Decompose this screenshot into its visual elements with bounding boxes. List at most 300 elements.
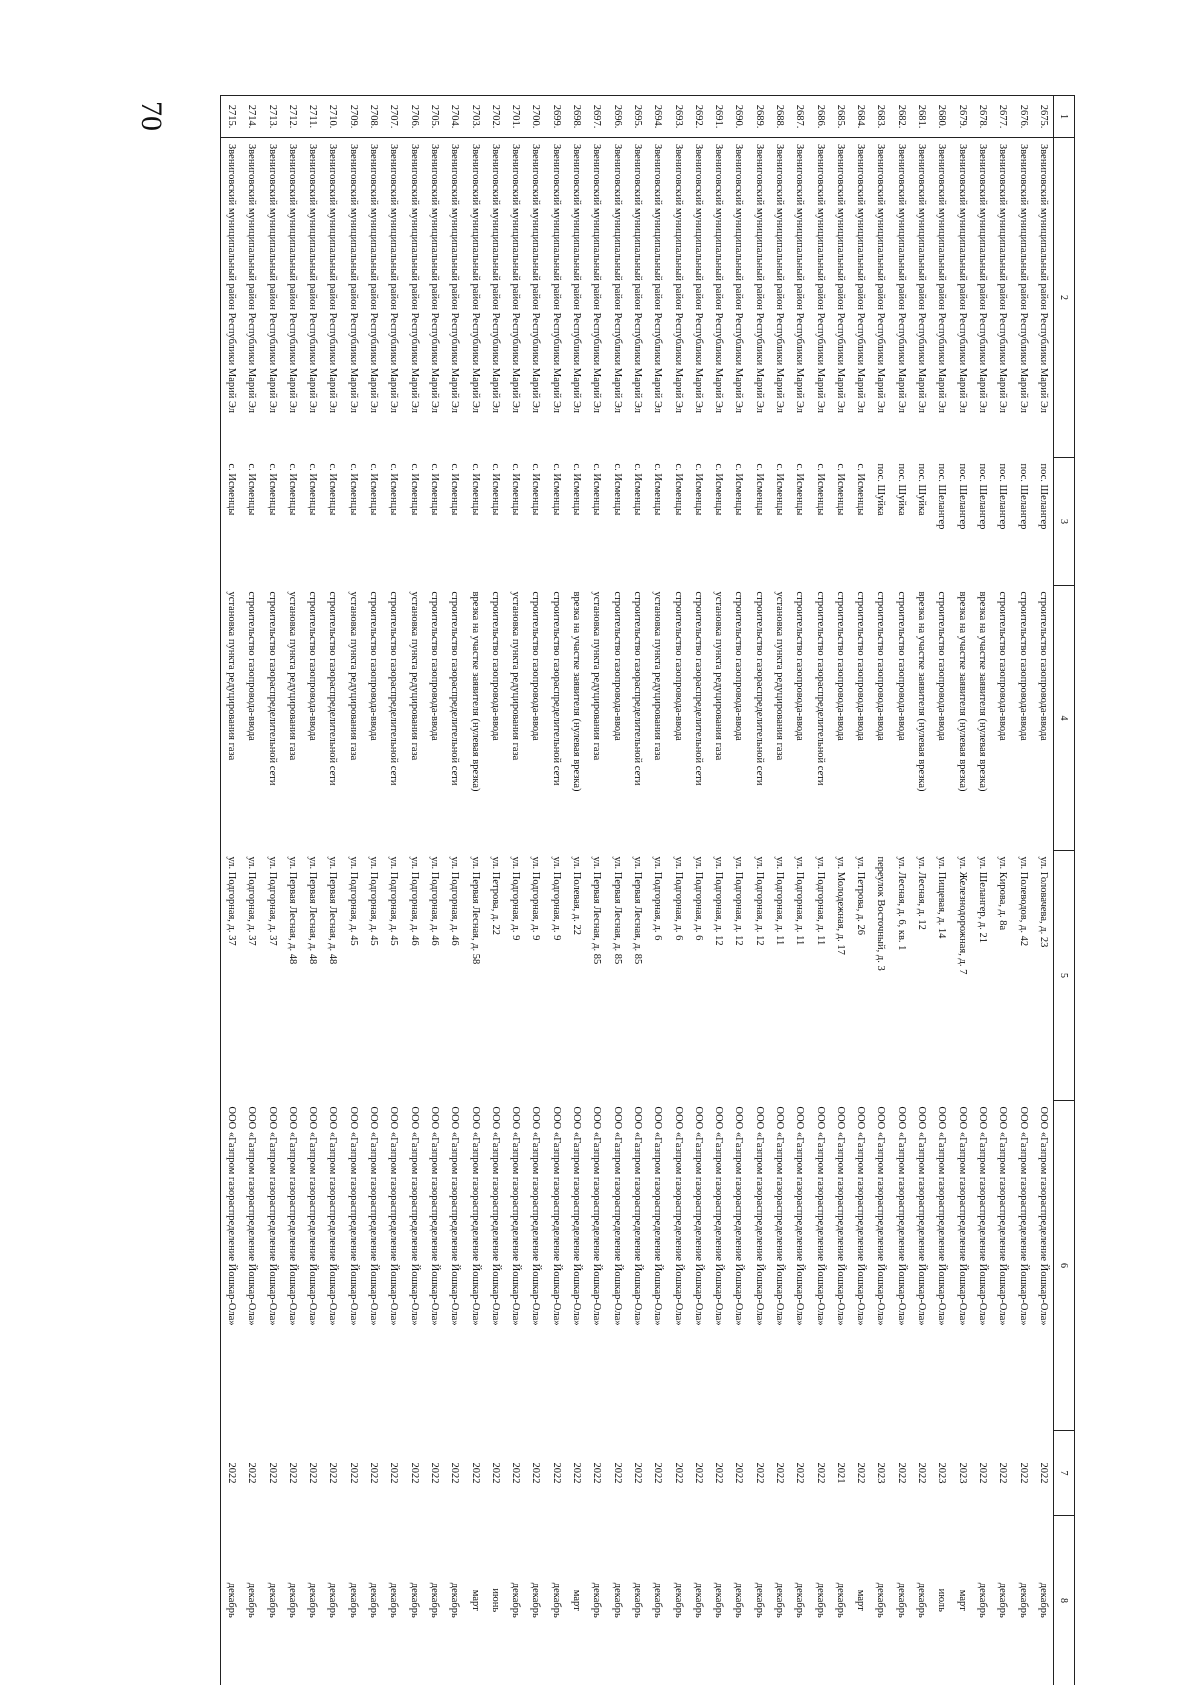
cell-organization: ООО «Газпром газораспределение Йошкар-Ола» <box>469 1106 481 1326</box>
cell-address: ул. Первая Лесная, д. 48 <box>286 856 298 965</box>
cell-work-type: строительство газопровода-ввода <box>611 591 623 741</box>
table-row <box>850 96 870 1686</box>
cell-row-number: 2707. <box>383 96 403 138</box>
cell-settlement: с. Исменцы <box>733 463 745 516</box>
cell-settlement: пос. Шелангер <box>1037 463 1049 530</box>
cell-year: 2022 <box>895 1462 907 1484</box>
cell-work-type: строительство газопровода-ввода <box>733 591 745 741</box>
cell-year: 2022 <box>631 1462 643 1484</box>
cell-organization: ООО «Газпром газораспределение Йошкар-Ола» <box>652 1106 664 1326</box>
cell-row-number: 2677. <box>992 96 1012 138</box>
cell-settlement: с. Исменцы <box>266 463 278 516</box>
table-row <box>546 96 566 1686</box>
cell-year: 2023 <box>956 1462 968 1484</box>
cell-year: 2022 <box>855 1462 867 1484</box>
cell-month: декабрь <box>241 1516 261 1686</box>
cell-district: Звениговский муниципальный район Республики Марий Эл <box>347 144 359 414</box>
table-body <box>220 96 1053 1686</box>
table-row <box>769 96 789 1686</box>
cell-row-number: 2680. <box>931 96 951 138</box>
cell-work-type: строительство газопровода-ввода <box>855 591 867 741</box>
cell-district: Звениговский муниципальный район Республики Марий Эл <box>571 144 583 414</box>
cell-address: ул. Подгорная, д. 9 <box>550 856 562 941</box>
cell-district: Звениговский муниципальный район Республики Марий Эл <box>246 144 258 414</box>
cell-organization: ООО «Газпром газораспределение Йошкар-Ола» <box>368 1106 380 1326</box>
cell-work-type: строительство газопровода-ввода <box>428 591 440 741</box>
cell-organization: ООО «Газпром газораспределение Йошкар-Ола» <box>774 1106 785 1326</box>
cell-year: 2022 <box>814 1462 826 1484</box>
cell-district: Звениговский муниципальный район Республики Марий Эл <box>388 144 400 414</box>
cell-settlement: с. Исменцы <box>571 463 583 516</box>
cell-work-type: строительство газопровода-ввода <box>875 591 887 741</box>
table-row <box>647 96 667 1686</box>
cell-district: Звениговский муниципальный район Республики Марий Эл <box>875 144 887 414</box>
table-row <box>931 96 951 1686</box>
cell-row-number: 2712. <box>282 96 302 138</box>
cell-month: декабрь <box>444 1516 464 1686</box>
cell-month: декабрь <box>525 1516 545 1686</box>
cell-year: 2022 <box>1037 1462 1049 1484</box>
cell-district: Звениговский муниципальный район Республики Марий Эл <box>408 144 420 414</box>
cell-settlement: с. Исменцы <box>469 463 481 516</box>
cell-address: ул. Подгорная, д. 11 <box>794 856 806 946</box>
cell-address: ул. Лесная, д. 12 <box>916 856 928 930</box>
cell-row-number: 2687. <box>789 96 809 138</box>
cell-year: 2023 <box>936 1462 948 1484</box>
cell-settlement: с. Исменцы <box>652 463 664 516</box>
cell-organization: ООО «Газпром газораспределение Йошкар-Ола» <box>956 1106 968 1326</box>
cell-row-number: 2691. <box>708 96 728 138</box>
cell-year: 2022 <box>530 1462 542 1484</box>
cell-settlement: с. Исменцы <box>692 463 704 516</box>
cell-organization: ООО «Газпром газораспределение Йошкар-Ола» <box>307 1106 319 1326</box>
cell-row-number: 2706. <box>404 96 424 138</box>
table-row <box>688 96 708 1686</box>
cell-address: ул. Подгорная, д. 6 <box>672 856 684 941</box>
cell-row-number: 2699. <box>546 96 566 138</box>
cell-row-number: 2693. <box>667 96 687 138</box>
table-row <box>1033 96 1054 1686</box>
cell-organization: ООО «Газпром газораспределение Йошкар-Ола» <box>936 1106 948 1326</box>
cell-district: Звениговский муниципальный район Республики Марий Эл <box>1037 144 1049 414</box>
cell-row-number: 2684. <box>850 96 870 138</box>
cell-work-type: строительство газораспределительной сети <box>753 591 765 786</box>
table-row <box>891 96 911 1686</box>
cell-organization: ООО «Газпром газораспределение Йошкар-Ола» <box>855 1106 867 1326</box>
table-header <box>1054 96 1075 1686</box>
cell-settlement: пос. Шуйка <box>916 463 928 516</box>
cell-address: ул. Подгорная, д. 6 <box>692 856 704 941</box>
cell-settlement: с. Исменцы <box>327 463 339 516</box>
cell-organization: ООО «Газпром газораспределение Йошкар-Ола» <box>916 1106 928 1326</box>
cell-row-number: 2700. <box>525 96 545 138</box>
cell-organization: ООО «Газпром газораспределение Йошкар-Ола» <box>733 1106 745 1326</box>
cell-organization: ООО «Газпром газораспределение Йошкар-Ола» <box>834 1106 846 1326</box>
cell-month: декабрь <box>586 1516 606 1686</box>
cell-address: ул. Подгорная, д. 12 <box>753 856 765 946</box>
table-row <box>667 96 687 1686</box>
cell-work-type: установка пункта редуцирования газа <box>652 591 664 761</box>
cell-year: 2022 <box>368 1462 380 1484</box>
cell-work-type: строительство газопровода-ввода <box>672 591 684 741</box>
cell-work-type: строительство газопровода-ввода <box>834 591 846 741</box>
gasification-table-area <box>195 95 1075 1685</box>
cell-row-number: 2688. <box>769 96 789 138</box>
cell-district: Звениговский муниципальный район Республики Марий Эл <box>489 144 501 414</box>
cell-settlement: пос. Шелангер <box>936 463 948 530</box>
cell-address: ул. Первая Лесная, д. 58 <box>469 856 481 965</box>
cell-address: ул. Петрова, д. 22 <box>489 856 501 936</box>
cell-row-number: 2694. <box>647 96 667 138</box>
cell-district: Звениговский муниципальный район Республики Марий Эл <box>936 144 948 414</box>
cell-month: декабрь <box>728 1516 748 1686</box>
table-row <box>343 96 363 1686</box>
cell-settlement: с. Исменцы <box>794 463 806 516</box>
cell-year: 2022 <box>220 1431 241 1516</box>
cell-organization: ООО «Газпром газораспределение Йошкар-Ола» <box>794 1106 806 1326</box>
table-row <box>282 96 302 1686</box>
cell-address: ул. Подгорная, д. 37 <box>246 856 258 946</box>
cell-settlement: с. Исменцы <box>591 463 603 516</box>
cell-district: Звениговский муниципальный район Республики Марий Эл <box>510 144 522 414</box>
table-row <box>586 96 606 1686</box>
cell-row-number: 2689. <box>749 96 769 138</box>
cell-work-type: строительство газопровода-ввода <box>1017 591 1029 741</box>
cell-district: Звениговский муниципальный район Республики Марий Эл <box>327 144 339 414</box>
table-row <box>972 96 992 1686</box>
cell-address: ул. Железнодорожная, д. 7 <box>956 856 968 975</box>
cell-work-type: установка пункта редуцирования газа <box>510 591 522 761</box>
cell-row-number: 2683. <box>870 96 890 138</box>
cell-month: март <box>850 1516 870 1686</box>
cell-month: декабрь <box>302 1516 322 1686</box>
cell-settlement: пос. Шелангер <box>976 463 988 530</box>
cell-settlement: с. Исменцы <box>220 458 241 586</box>
cell-district: Звениговский муниципальный район Республики Марий Эл <box>266 144 278 414</box>
table-row <box>444 96 464 1686</box>
cell-row-number: 2715. <box>220 96 241 138</box>
table-row <box>809 96 829 1686</box>
table-row <box>464 96 484 1686</box>
table-row <box>952 96 972 1686</box>
cell-month: декабрь <box>667 1516 687 1686</box>
cell-organization: ООО «Газпром газораспределение Йошкар-Ола» <box>510 1106 522 1326</box>
cell-address: ул. Подгорная, д. 45 <box>368 856 380 946</box>
cell-district: Звениговский муниципальный район Республики Марий Эл <box>753 144 765 414</box>
cell-year: 2022 <box>916 1462 928 1484</box>
cell-row-number: 2681. <box>911 96 931 138</box>
cell-year: 2022 <box>976 1462 988 1484</box>
cell-settlement: с. Исменцы <box>530 463 542 516</box>
cell-settlement: пос. Шелангер <box>956 463 968 530</box>
cell-organization: ООО «Газпром газораспределение Йошкар-Ола» <box>611 1106 623 1326</box>
cell-work-type: врезка на участке заявителя (нулевая врезка) <box>956 591 968 792</box>
cell-month: декабрь <box>383 1516 403 1686</box>
cell-year: 2022 <box>571 1462 583 1484</box>
cell-work-type: строительство газопровода-ввода <box>368 591 380 741</box>
cell-address: ул. Подгорная, д. 11 <box>814 856 826 946</box>
cell-month: декабрь <box>627 1516 647 1686</box>
cell-row-number: 2690. <box>728 96 748 138</box>
table-row <box>383 96 403 1686</box>
cell-settlement: с. Исменцы <box>408 463 420 516</box>
cell-district: Звениговский муниципальный район Республики Марий Эл <box>855 144 867 414</box>
cell-district: Звениговский муниципальный район Республики Марий Эл <box>286 144 298 414</box>
cell-settlement: с. Исменцы <box>855 463 867 516</box>
cell-address: ул. Молодежная, д. 17 <box>834 856 846 955</box>
cell-month: март <box>566 1516 586 1686</box>
header-col-6: 6 <box>1054 1101 1075 1431</box>
cell-year: 2022 <box>611 1462 623 1484</box>
cell-address: ул. Подгорная, д. 9 <box>510 856 522 941</box>
cell-work-type: строительство газораспределительной сети <box>631 591 643 786</box>
cell-organization: ООО «Газпром газораспределение Йошкар-Ола» <box>997 1106 1009 1326</box>
cell-year: 2022 <box>266 1462 278 1484</box>
cell-organization: ООО «Газпром газораспределение Йошкар-Ола» <box>571 1106 583 1326</box>
cell-row-number: 2675. <box>1033 96 1054 138</box>
cell-district: Звениговский муниципальный район Республики Марий Эл <box>611 144 623 414</box>
cell-district: Звениговский муниципальный район Республики Марий Эл <box>672 144 684 414</box>
table-row <box>830 96 850 1686</box>
cell-settlement: пос. Шелангер <box>997 463 1009 530</box>
cell-settlement: с. Исменцы <box>672 463 684 516</box>
cell-settlement: с. Исменцы <box>286 463 298 516</box>
gasification-table <box>220 95 1075 1685</box>
table-row <box>424 96 444 1686</box>
cell-district: Звениговский муниципальный район Республики Марий Эл <box>550 144 562 414</box>
header-col-3: 3 <box>1054 458 1075 586</box>
cell-district: Звениговский муниципальный район Республики Марий Эл <box>997 144 1009 414</box>
header-col-4: 4 <box>1054 586 1075 851</box>
cell-district: Звениговский муниципальный район Республики Марий Эл <box>814 144 826 414</box>
cell-year: 2021 <box>834 1462 846 1484</box>
header-col-2: 2 <box>1054 138 1075 458</box>
cell-settlement: с. Исменцы <box>834 463 846 516</box>
cell-district: Звениговский муниципальный район Республики Марий Эл <box>469 144 481 414</box>
table-row <box>627 96 647 1686</box>
cell-month: декабрь <box>505 1516 525 1686</box>
cell-row-number: 2679. <box>952 96 972 138</box>
table-row <box>322 96 342 1686</box>
cell-row-number: 2702. <box>485 96 505 138</box>
cell-year: 2022 <box>388 1462 400 1484</box>
header-col-1: 1 <box>1054 96 1075 138</box>
cell-settlement: с. Исменцы <box>550 463 562 516</box>
cell-settlement: с. Исменцы <box>428 463 440 516</box>
cell-month: март <box>952 1516 972 1686</box>
cell-month: июль <box>931 1516 951 1686</box>
cell-month: декабрь <box>424 1516 444 1686</box>
table-row <box>302 96 322 1686</box>
cell-row-number: 2713. <box>261 96 281 138</box>
cell-work-type: строительство газопровода-ввода <box>895 591 907 741</box>
cell-year: 2022 <box>286 1462 298 1484</box>
cell-address: ул. Первая Лесная, д. 48 <box>327 856 339 965</box>
cell-month: декабрь <box>606 1516 626 1686</box>
cell-work-type: строительство газопровода-ввода <box>997 591 1009 741</box>
cell-address: ул. Полевая, д. 22 <box>571 856 583 936</box>
cell-organization: ООО «Газпром газораспределение Йошкар-Ола» <box>220 1101 241 1431</box>
cell-settlement: с. Исменцы <box>449 463 461 516</box>
cell-work-type: установка пункта редуцирования газа <box>408 591 420 761</box>
cell-month: декабрь <box>769 1516 789 1686</box>
cell-district: Звениговский муниципальный район Республики Марий Эл <box>976 144 988 414</box>
cell-organization: ООО «Газпром газораспределение Йошкар-Ола» <box>347 1106 359 1326</box>
cell-work-type: врезка на участке заявителя (нулевая врезка) <box>916 591 928 792</box>
cell-year: 2022 <box>510 1462 522 1484</box>
cell-district: Звениговский муниципальный район Республики Марий Эл <box>895 144 907 414</box>
cell-row-number: 2711. <box>302 96 322 138</box>
cell-month: декабрь <box>789 1516 809 1686</box>
cell-month: декабрь <box>972 1516 992 1686</box>
cell-organization: ООО «Газпром газораспределение Йошкар-Ола» <box>388 1106 400 1326</box>
cell-district: Звениговский муниципальный район Республики Марий Эл <box>794 144 806 414</box>
cell-year: 2022 <box>753 1462 765 1484</box>
table-row <box>789 96 809 1686</box>
cell-work-type: установка пункта редуцирования газа <box>286 591 298 761</box>
cell-year: 2022 <box>469 1462 481 1484</box>
cell-month: декабрь <box>708 1516 728 1686</box>
cell-work-type: установка пункта редуцирования газа <box>591 591 603 761</box>
table-row <box>606 96 626 1686</box>
table-row <box>261 96 281 1686</box>
cell-month: декабрь <box>404 1516 424 1686</box>
cell-district: Звениговский муниципальный район Республики Марий Эл <box>652 144 664 414</box>
cell-work-type: установка пункта редуцирования газа <box>347 591 359 761</box>
cell-work-type: строительство газораспределительной сети <box>814 591 826 786</box>
header-col-7: 7 <box>1054 1431 1075 1516</box>
cell-address: ул. Петрова, д. 26 <box>855 856 867 936</box>
cell-year: 2023 <box>875 1462 887 1484</box>
cell-organization: ООО «Газпром газораспределение Йошкар-Ола» <box>327 1106 339 1326</box>
table-row <box>220 96 241 1686</box>
cell-district: Звениговский муниципальный район Республики Марий Эл <box>733 144 745 414</box>
cell-address: ул. Подгорная, д. 9 <box>530 856 542 941</box>
cell-organization: ООО «Газпром газораспределение Йошкар-Ола» <box>1037 1106 1049 1326</box>
cell-month: декабрь <box>992 1516 1012 1686</box>
cell-organization: ООО «Газпром газораспределение Йошкар-Ола» <box>814 1106 826 1326</box>
cell-address: ул. Шелангер, д. 21 <box>976 856 988 943</box>
cell-organization: ООО «Газпром газораспределение Йошкар-Ола» <box>266 1106 278 1326</box>
cell-row-number: 2708. <box>363 96 383 138</box>
cell-work-type: строительство газопровода-ввода <box>1037 591 1049 741</box>
cell-work-type: строительство газораспределительной сети <box>327 591 339 786</box>
cell-address: ул. Подгорная, д. 11 <box>774 856 785 946</box>
table-row <box>505 96 525 1686</box>
cell-organization: ООО «Газпром газораспределение Йошкар-Ола» <box>550 1106 562 1326</box>
table-row <box>870 96 890 1686</box>
cell-settlement: с. Исменцы <box>774 463 785 516</box>
cell-work-type: врезка на участке заявителя (нулевая врезка) <box>571 591 583 792</box>
cell-settlement: с. Исменцы <box>814 463 826 516</box>
table-row <box>404 96 424 1686</box>
cell-month: декабрь <box>911 1516 931 1686</box>
cell-work-type: строительство газораспределительной сети <box>692 591 704 786</box>
cell-address: ул. Подгорная, д. 37 <box>220 851 241 1101</box>
cell-row-number: 2696. <box>606 96 626 138</box>
cell-district: Звениговский муниципальный район Республики Марий Эл <box>774 144 785 414</box>
cell-address: ул. Лесная, д. 6, кв. 1 <box>895 856 907 951</box>
cell-row-number: 2686. <box>809 96 829 138</box>
cell-organization: ООО «Газпром газораспределение Йошкар-Ола» <box>489 1106 501 1326</box>
cell-month: декабрь <box>261 1516 281 1686</box>
table-row <box>992 96 1012 1686</box>
cell-year: 2022 <box>550 1462 562 1484</box>
cell-month: июнь <box>485 1516 505 1686</box>
cell-month: декабрь <box>688 1516 708 1686</box>
cell-month: март <box>464 1516 484 1686</box>
cell-settlement: с. Исменцы <box>753 463 765 516</box>
cell-organization: ООО «Газпром газораспределение Йошкар-Ола» <box>408 1106 420 1326</box>
cell-settlement: с. Исменцы <box>347 463 359 516</box>
cell-district: Звениговский муниципальный район Республики Марий Эл <box>368 144 380 414</box>
table-row <box>525 96 545 1686</box>
cell-organization: ООО «Газпром газораспределение Йошкар-Ола» <box>692 1106 704 1326</box>
cell-organization: ООО «Газпром газораспределение Йошкар-Ола» <box>672 1106 684 1326</box>
cell-settlement: с. Исменцы <box>713 463 725 516</box>
cell-address: ул. Подгорная, д. 45 <box>388 856 400 946</box>
cell-address: ул. Подгорная, д. 12 <box>713 856 725 946</box>
cell-work-type: строительство газопровода-ввода <box>936 591 948 741</box>
cell-month: декабрь <box>1033 1516 1054 1686</box>
cell-organization: ООО «Газпром газораспределение Йошкар-Ола» <box>713 1106 725 1326</box>
cell-organization: ООО «Газпром газораспределение Йошкар-Ола» <box>449 1106 461 1326</box>
cell-district: Звениговский муниципальный район Республики Марий Эл <box>307 144 319 414</box>
cell-row-number: 2710. <box>322 96 342 138</box>
cell-month: декабрь <box>363 1516 383 1686</box>
cell-row-number: 2697. <box>586 96 606 138</box>
cell-address: ул. Подгорная, д. 46 <box>408 856 420 946</box>
cell-district: Звениговский муниципальный район Республики Марий Эл <box>834 144 846 414</box>
cell-settlement: с. Исменцы <box>489 463 501 516</box>
cell-address: ул. Головачева, д. 23 <box>1037 856 1049 948</box>
page-number: 70 <box>135 101 168 131</box>
cell-month: декабрь <box>647 1516 667 1686</box>
cell-work-type: строительство газопровода-ввода <box>489 591 501 741</box>
cell-address: ул. Подгорная, д. 45 <box>347 856 359 946</box>
header-col-8: 8 <box>1054 1516 1075 1686</box>
cell-address: ул. Первая Лесная, д. 85 <box>611 856 623 965</box>
cell-district: Звениговский муниципальный район Республики Марий Эл <box>631 144 643 414</box>
cell-year: 2022 <box>713 1462 725 1484</box>
cell-district: Звениговский муниципальный район Республики Марий Эл <box>916 144 928 414</box>
cell-organization: ООО «Газпром газораспределение Йошкар-Ола» <box>631 1106 643 1326</box>
cell-work-type: врезка на участке заявителя (нулевая врезка) <box>976 591 988 792</box>
cell-address: ул. Первая Лесная, д. 85 <box>631 856 643 965</box>
cell-address: ул. Первая Лесная, д. 85 <box>591 856 603 965</box>
cell-month: декабрь <box>809 1516 829 1686</box>
cell-organization: ООО «Газпром газораспределение Йошкар-Ола» <box>428 1106 440 1326</box>
cell-settlement: с. Исменцы <box>368 463 380 516</box>
cell-year: 2022 <box>408 1462 420 1484</box>
cell-month: декабрь <box>282 1516 302 1686</box>
cell-work-type: строительство газораспределительной сети <box>550 591 562 786</box>
cell-organization: ООО «Газпром газораспределение Йошкар-Ола» <box>1017 1106 1029 1326</box>
cell-address: ул. Подгорная, д. 12 <box>733 856 745 946</box>
cell-settlement: с. Исменцы <box>307 463 319 516</box>
cell-organization: ООО «Газпром газораспределение Йошкар-Ола» <box>875 1106 887 1326</box>
cell-year: 2022 <box>246 1462 258 1484</box>
cell-year: 2022 <box>1017 1462 1029 1484</box>
cell-year: 2022 <box>327 1462 339 1484</box>
cell-work-type: строительство газораспределительной сети <box>449 591 461 786</box>
cell-row-number: 2705. <box>424 96 444 138</box>
cell-month: декабрь <box>546 1516 566 1686</box>
cell-work-type: строительство газораспределительной сети <box>388 591 400 786</box>
cell-address: ул. Подгорная, д. 46 <box>449 856 461 946</box>
cell-month: декабрь <box>322 1516 342 1686</box>
cell-settlement: с. Исменцы <box>246 463 258 516</box>
